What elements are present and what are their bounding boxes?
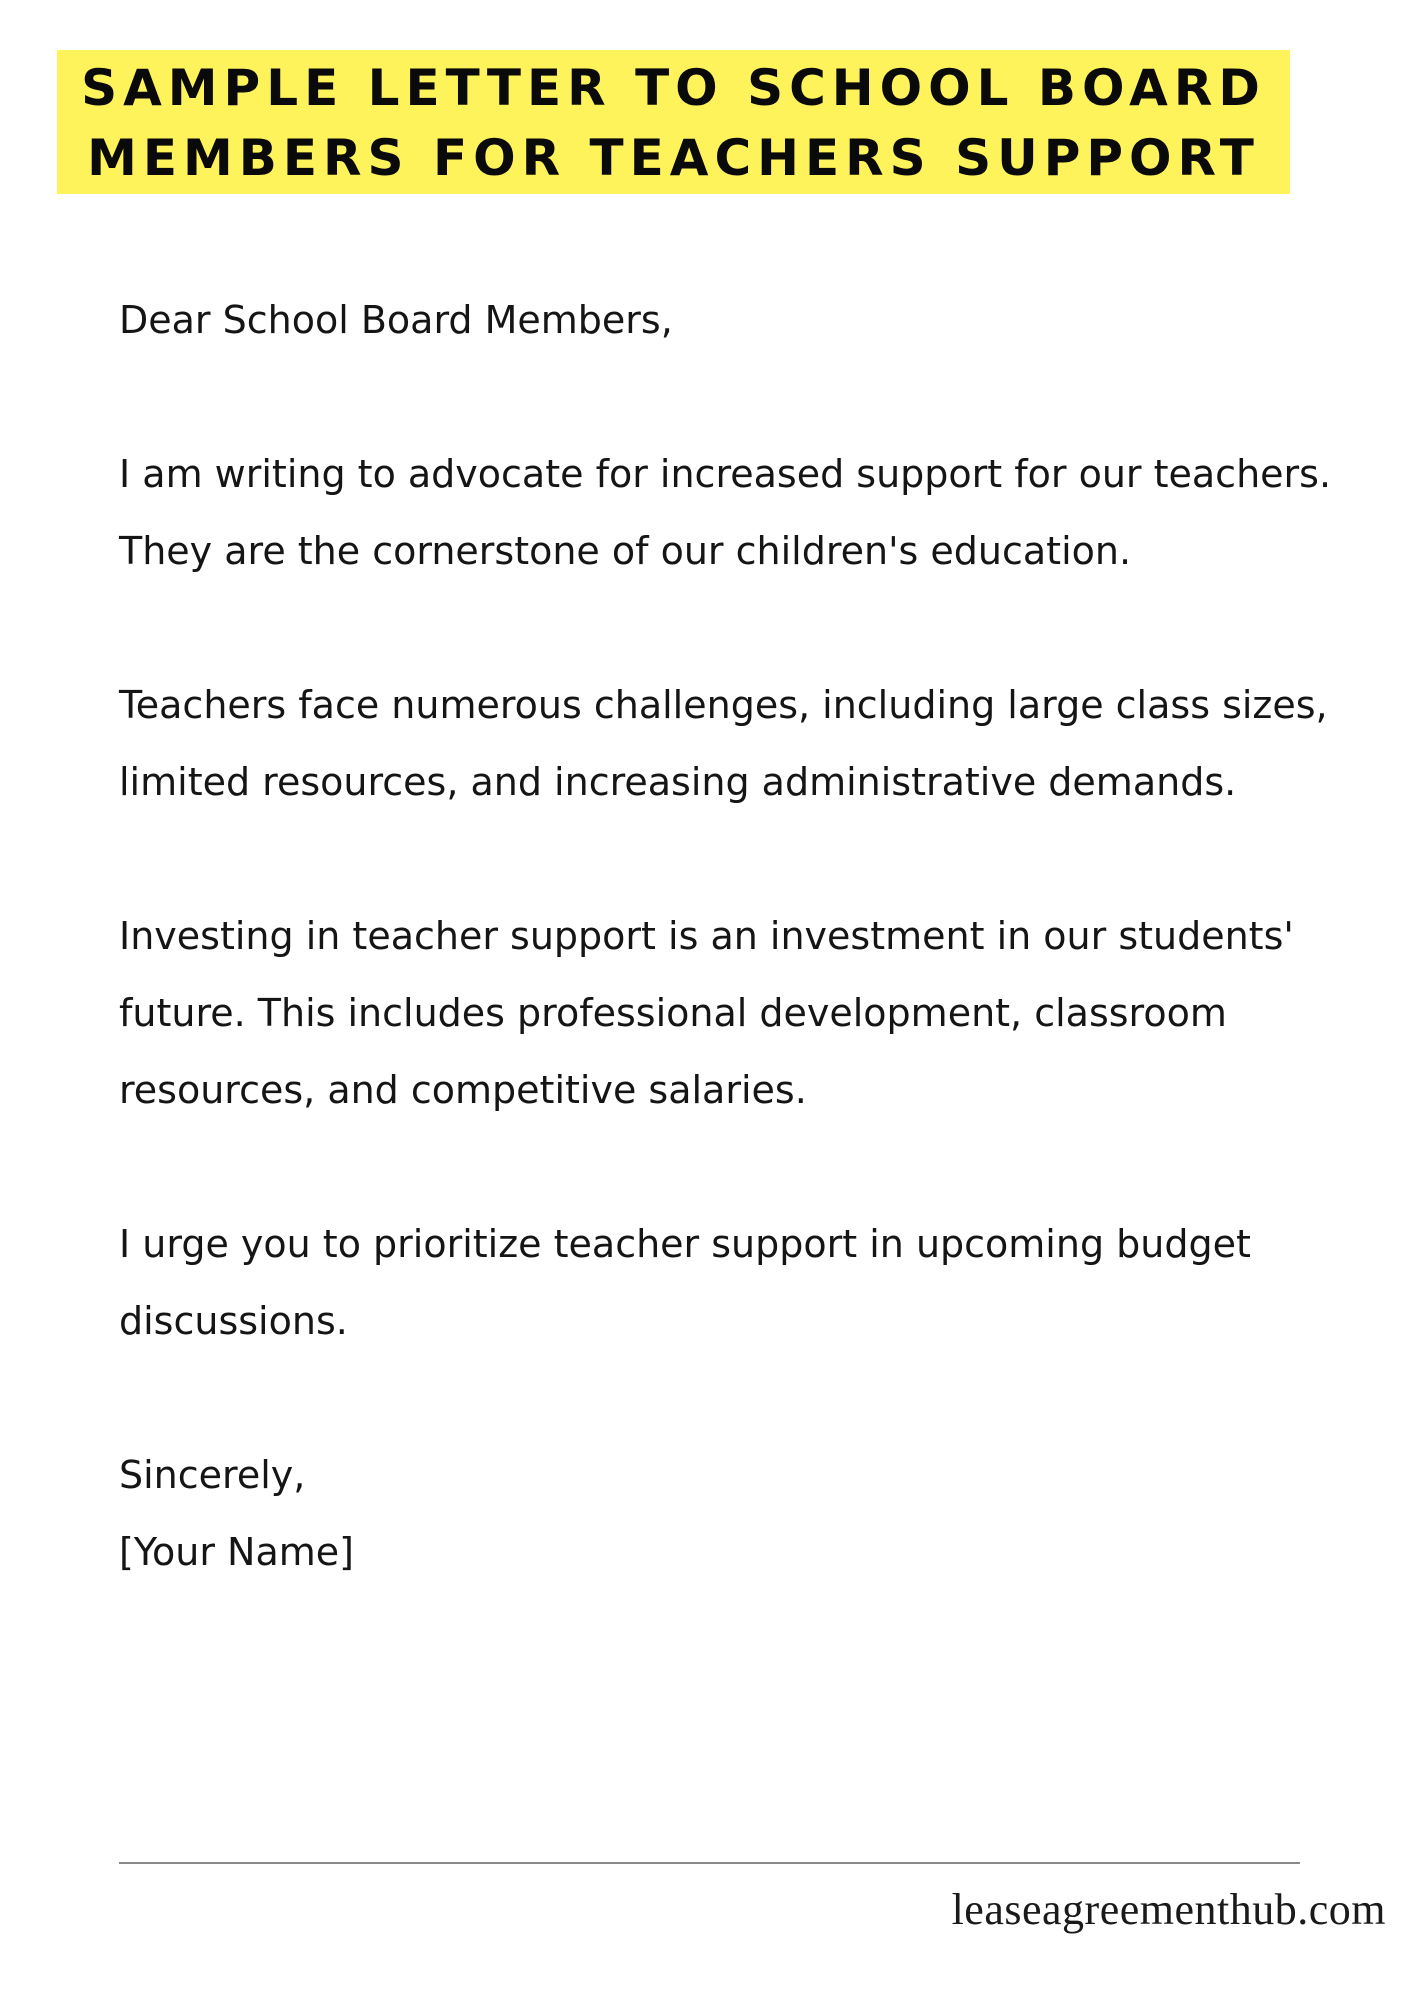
footer-brand: leaseagreementhub.com	[951, 1885, 1386, 1934]
closing-block	[119, 1437, 1359, 1591]
footer-divider	[119, 1862, 1300, 1864]
signature: [Your Name]	[119, 1530, 354, 1574]
title-banner	[57, 50, 1290, 194]
title-line-2: MEMBERS FOR TEACHERS SUPPORT	[87, 129, 1260, 187]
paragraph-2: Teachers face numerous challenges, including large class sizes, limited resources, and increasing administrative demands.	[119, 683, 1328, 804]
letter-body	[119, 282, 1359, 1591]
paragraph-3: Investing in teacher support is an investment in our students' future. This includes professional development, classroom resources, and competitive salaries.	[119, 914, 1294, 1112]
paragraph-4: I urge you to prioritize teacher support in upcoming budget discussions.	[119, 1222, 1251, 1343]
closing: Sincerely,	[119, 1453, 306, 1497]
paragraph-1: I am writing to advocate for increased support for our teachers. They are the cornerstone of our children's education.	[119, 452, 1332, 573]
salutation: Dear School Board Members,	[119, 298, 673, 342]
title-line-1: SAMPLE LETTER TO SCHOOL BOARD	[81, 59, 1266, 117]
